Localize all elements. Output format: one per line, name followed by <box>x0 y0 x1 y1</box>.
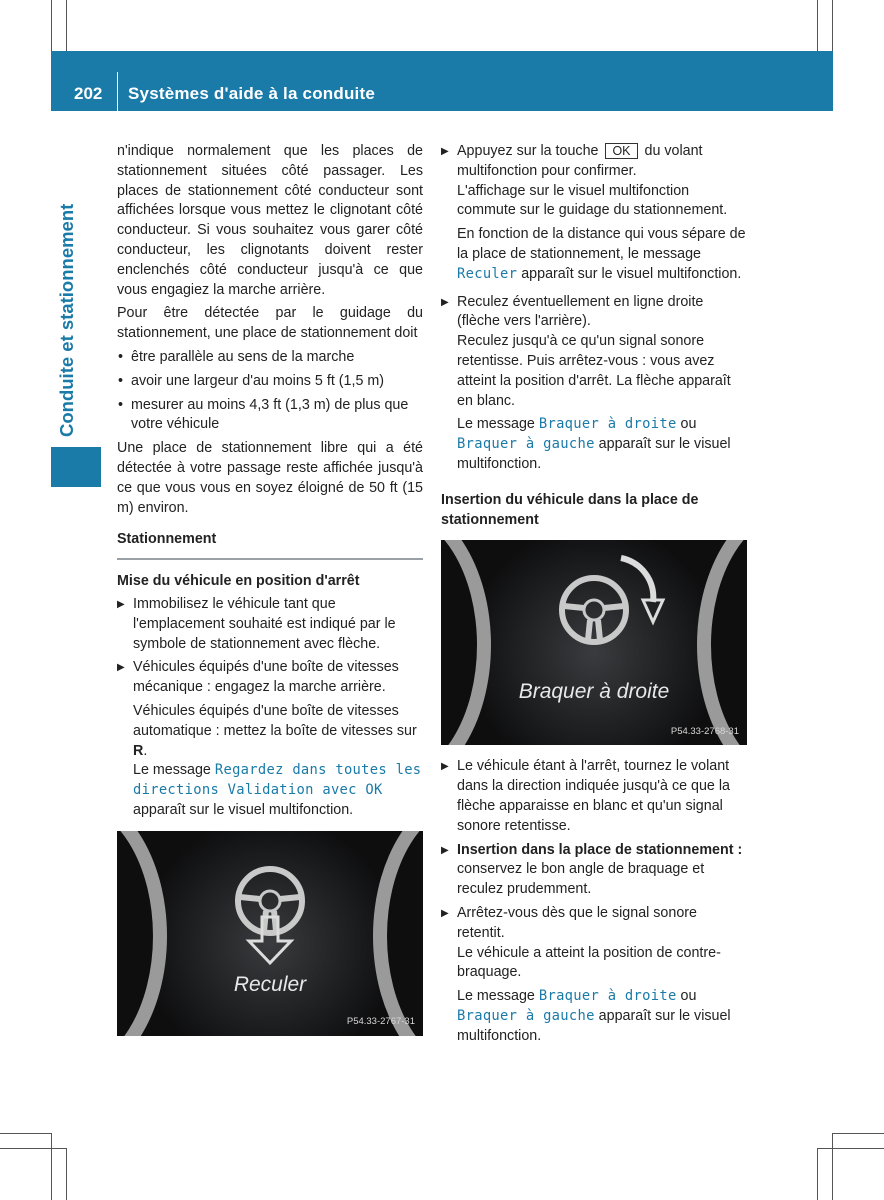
crop-mark <box>817 1148 818 1200</box>
instruction-arrow-icon: ▶ <box>441 146 449 157</box>
display-message: Braquer à gauche <box>457 436 595 453</box>
list-item: • mesurer au moins 4,3 ft (1,3 m) de plus que votre véhicule <box>117 396 423 436</box>
curved-arrow-icon <box>613 550 673 630</box>
instruction-step: ▶ Appuyez sur la touche OK du volant multifonction pour confirmer. L'affichage sur le visuel multifonction commute sur le guidage du stationnement. <box>441 143 728 219</box>
crop-mark <box>832 1133 833 1200</box>
section-heading: Stationnement <box>117 530 423 560</box>
figure-reference: P54.33-2768-31 <box>670 725 739 737</box>
side-tab-label: Conduite et stationnement <box>56 203 77 437</box>
instruction-arrow-icon: ▶ <box>441 296 449 308</box>
instruction-detail: Le message Braquer à droite ou Braquer à gauche apparaît sur le visuel multifonction. <box>457 988 731 1044</box>
crop-mark <box>51 1133 52 1200</box>
crop-mark <box>51 0 52 51</box>
crop-mark <box>832 1133 884 1134</box>
instruction-arrow-icon: ▶ <box>441 761 449 773</box>
left-column <box>117 142 423 1048</box>
instruction-arrow-icon: ▶ <box>441 844 449 856</box>
instruction-step: ▶ Arrêtez-vous dès que le signal sonore retentit. Le véhicule a atteint la position de contre-braquage. <box>441 904 721 981</box>
crop-mark <box>66 1148 67 1200</box>
crop-mark <box>817 0 818 51</box>
instruction-step: ▶ Insertion dans la place de stationnement : conservez le bon angle de braquage et reculez prudemment. <box>441 841 743 898</box>
crop-mark <box>66 0 67 51</box>
crop-mark <box>0 1148 66 1149</box>
crop-mark <box>817 1148 884 1149</box>
instruction-arrow-icon: ▶ <box>117 662 125 674</box>
list-item: • avoir une largeur d'au moins 5 ft (1,5 m) <box>117 372 423 392</box>
detection-paragraph: Une place de stationnement libre qui a été détectée à votre passage reste affichée jusqu'à ce que vous vous en soyez éloigné de 50 ft (15 m) environ. <box>117 440 423 516</box>
instruction-step: ▶ Le véhicule étant à l'arrêt, tournez le volant dans la direction indiquée jusqu'à ce que la flèche apparaisse en blanc et qu'un signal sonore retentisse. <box>441 758 730 834</box>
list-item: • être parallèle au sens de la marche <box>117 348 423 368</box>
display-message: Regardez dans toutes les directions Validation avec OK <box>133 762 422 799</box>
page-title: Systèmes d'aide à la conduite <box>128 84 375 103</box>
display-text: Reculer <box>233 972 307 996</box>
crop-mark <box>832 0 833 51</box>
multifunction-display-figure <box>441 540 747 745</box>
display-message: Braquer à droite <box>538 416 677 433</box>
instruction-step: ▶ Reculez éventuellement en ligne droite (flèche vers l'arrière). Reculez jusqu'à ce qu'un signal sonore retentisse. Puis arrêtez-vous : vous avez atteint la position d'arrêt. La flèche apparaît en blanc. <box>441 293 731 409</box>
ok-key-symbol: OK <box>605 143 637 159</box>
multifunction-display-figure <box>117 831 423 1036</box>
instruction-step: ▶ Immobilisez le véhicule tant que l'emplacement souhaité est indiqué par le symbole de stationnement avec flèche. <box>117 595 396 652</box>
crop-mark <box>0 1133 51 1134</box>
arrow-down-icon <box>245 915 295 967</box>
instruction-step: ▶ Véhicules équipés d'une boîte de vitesses mécanique : engagez la marche arrière. <box>117 659 399 696</box>
instruction-detail: Véhicules équipés d'une boîte de vitesses automatique : mettez la boîte de vitesses sur R. Le message Regardez dans toutes les directions Validation avec OK apparaît sur le visuel multifonction. <box>133 702 422 818</box>
page-number: 202 <box>74 84 103 103</box>
header-divider <box>117 72 118 111</box>
instruction-detail: Le message Braquer à droite ou Braquer à gauche apparaît sur le visuel multifonction. <box>457 416 731 472</box>
right-column <box>441 142 747 1051</box>
instruction-detail: En fonction de la distance qui vous sépare de la place de stationnement, le message Reculer apparaît sur le visuel multifonction. <box>457 226 746 282</box>
figure-reference: P54.33-2767-31 <box>346 1015 415 1027</box>
display-text: Braquer à droite <box>518 680 670 704</box>
subheading: Insertion du véhicule dans la place de stationnement <box>441 491 699 528</box>
display-message: Braquer à droite <box>538 988 677 1005</box>
instruction-arrow-icon: ▶ <box>117 598 125 610</box>
requirements-intro: Pour être détectée par le guidage du stationnement, une place de stationnement doit <box>117 305 423 342</box>
subheading: Mise du véhicule en position d'arrêt <box>117 573 360 590</box>
side-tab-marker <box>51 447 101 487</box>
instruction-arrow-icon: ▶ <box>441 907 449 919</box>
display-message: Braquer à gauche <box>457 1007 595 1024</box>
intro-paragraph: n'indique normalement que les places de stationnement situées côté passager. Les places de stationnement côté conducteur sont affichées lorsque vous mettez le clignotant côté conducteur. Si vous souhaitez vous garer côté conducteur, les clignotants doivent rester enclenchés côté conducteur jusqu'à ce que vous engagiez la marche arrière. <box>117 143 423 298</box>
display-message: Reculer <box>457 265 518 282</box>
